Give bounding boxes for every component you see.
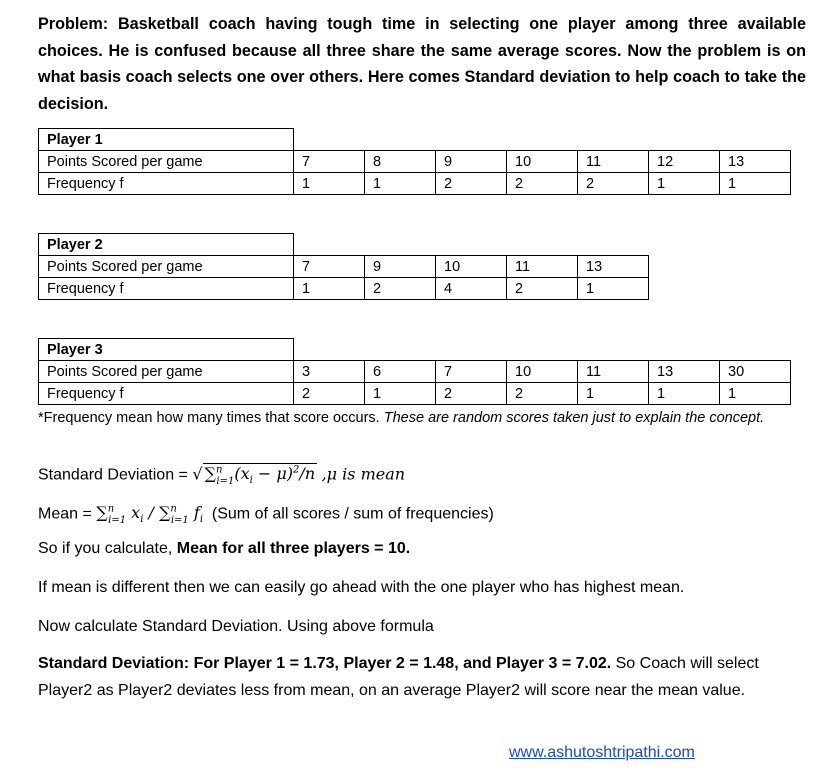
result-text: So Coach will select Player2 as Player2 deviates less from mean, on an average Player2 will score near the mean value. — [38, 655, 759, 699]
mean-label: Mean = — [38, 505, 97, 523]
table-cell: 2 — [365, 278, 436, 300]
table-cell: 1 — [365, 383, 436, 405]
table-cell: 6 — [365, 361, 436, 383]
mean-different-line: If mean is different then we can easily go ahead with the one player who has highest mean. — [38, 579, 685, 596]
calc-result: Mean for all three players = 10. — [176, 540, 411, 557]
table-cell: 7 — [294, 256, 365, 278]
table-cell: 1 — [578, 278, 649, 300]
table-cell: 4 — [436, 278, 507, 300]
mu-note: ,μ is mean — [321, 464, 406, 484]
table-cell: 9 — [436, 151, 507, 173]
row-label: Points Scored per game — [39, 151, 294, 173]
note-italic-text: These are random scores taken just to explain the concept. — [383, 410, 765, 426]
table-cell: 1 — [649, 383, 720, 405]
table-row — [39, 361, 791, 383]
result-paragraph — [38, 651, 808, 704]
table-cell: 2 — [436, 383, 507, 405]
note-text: *Frequency mean how many times that score occurs. — [38, 410, 380, 426]
table-row — [39, 151, 791, 173]
row-label: Points Scored per game — [39, 361, 294, 383]
table-cell: 2 — [294, 383, 365, 405]
frequency-note — [38, 407, 806, 430]
row-label: Frequency f — [39, 383, 294, 405]
table-row — [39, 278, 649, 300]
mean-formula: ∑$^n_{i=1}$ $x_i / \sum^n_{i=1}$ $f_i$ — [96, 503, 204, 526]
player1-table — [38, 128, 791, 195]
table-cell: 1 — [294, 173, 365, 195]
table-cell: 13 — [720, 151, 791, 173]
row-label: Frequency f — [39, 278, 294, 300]
result-bold: Standard Deviation: For Player 1 = 1.73, Player 2 = 1.48, and Player 3 = 7.02. — [38, 655, 612, 672]
table-cell: 1 — [649, 173, 720, 195]
table-title: Player 1 — [39, 129, 294, 151]
table-cell: 11 — [578, 151, 649, 173]
table-cell: 13 — [649, 361, 720, 383]
table-cell: 12 — [649, 151, 720, 173]
table-title: Player 3 — [39, 339, 294, 361]
calc-line — [38, 536, 808, 562]
table-title: Player 2 — [39, 234, 294, 256]
mean-description: (Sum of all scores / sum of frequencies) — [211, 505, 494, 523]
table-cell: 10 — [436, 256, 507, 278]
problem-statement: Problem: Basketball coach having tough time in selecting one player among three available choices. He is confused because all three share the same average scores. Now the problem is on what basis coach selects one over others. Here comes Standard deviation to help coach to take the decision. — [38, 15, 806, 113]
row-label: Frequency f — [39, 173, 294, 195]
sd-formula-line — [38, 458, 808, 495]
sd-formula: √ $\sum^n_{i=1}(x_i - \mu)^2/n$ — [192, 464, 316, 487]
table-cell: 2 — [507, 278, 578, 300]
table-cell: 1 — [578, 383, 649, 405]
table-cell: 8 — [365, 151, 436, 173]
player2-table — [38, 233, 649, 300]
table-cell: 3 — [294, 361, 365, 383]
mean-formula-line — [38, 497, 808, 534]
sd-label: Standard Deviation = — [38, 466, 193, 484]
table-cell: 2 — [507, 173, 578, 195]
table-cell: 1 — [720, 383, 791, 405]
table-cell: 1 — [294, 278, 365, 300]
table-cell: 11 — [507, 256, 578, 278]
table-cell: 1 — [720, 173, 791, 195]
table-cell: 2 — [436, 173, 507, 195]
table-cell: 9 — [365, 256, 436, 278]
table-row — [39, 173, 791, 195]
table-cell: 7 — [294, 151, 365, 173]
table-cell: 13 — [578, 256, 649, 278]
calculate-sd-line: Now calculate Standard Deviation. Using above formula — [38, 618, 434, 635]
row-label: Points Scored per game — [39, 256, 294, 278]
table-cell: 2 — [507, 383, 578, 405]
table-row — [39, 256, 649, 278]
table-row — [39, 383, 791, 405]
table-cell: 30 — [720, 361, 791, 383]
table-cell: 10 — [507, 151, 578, 173]
table-cell: 10 — [507, 361, 578, 383]
website-link[interactable]: www.ashutoshtripathi.com — [509, 744, 695, 761]
calc-prefix: So if you calculate, — [38, 540, 177, 557]
table-cell: 1 — [365, 173, 436, 195]
table-cell: 2 — [578, 173, 649, 195]
table-cell: 11 — [578, 361, 649, 383]
player3-table — [38, 338, 791, 405]
table-cell: 7 — [436, 361, 507, 383]
